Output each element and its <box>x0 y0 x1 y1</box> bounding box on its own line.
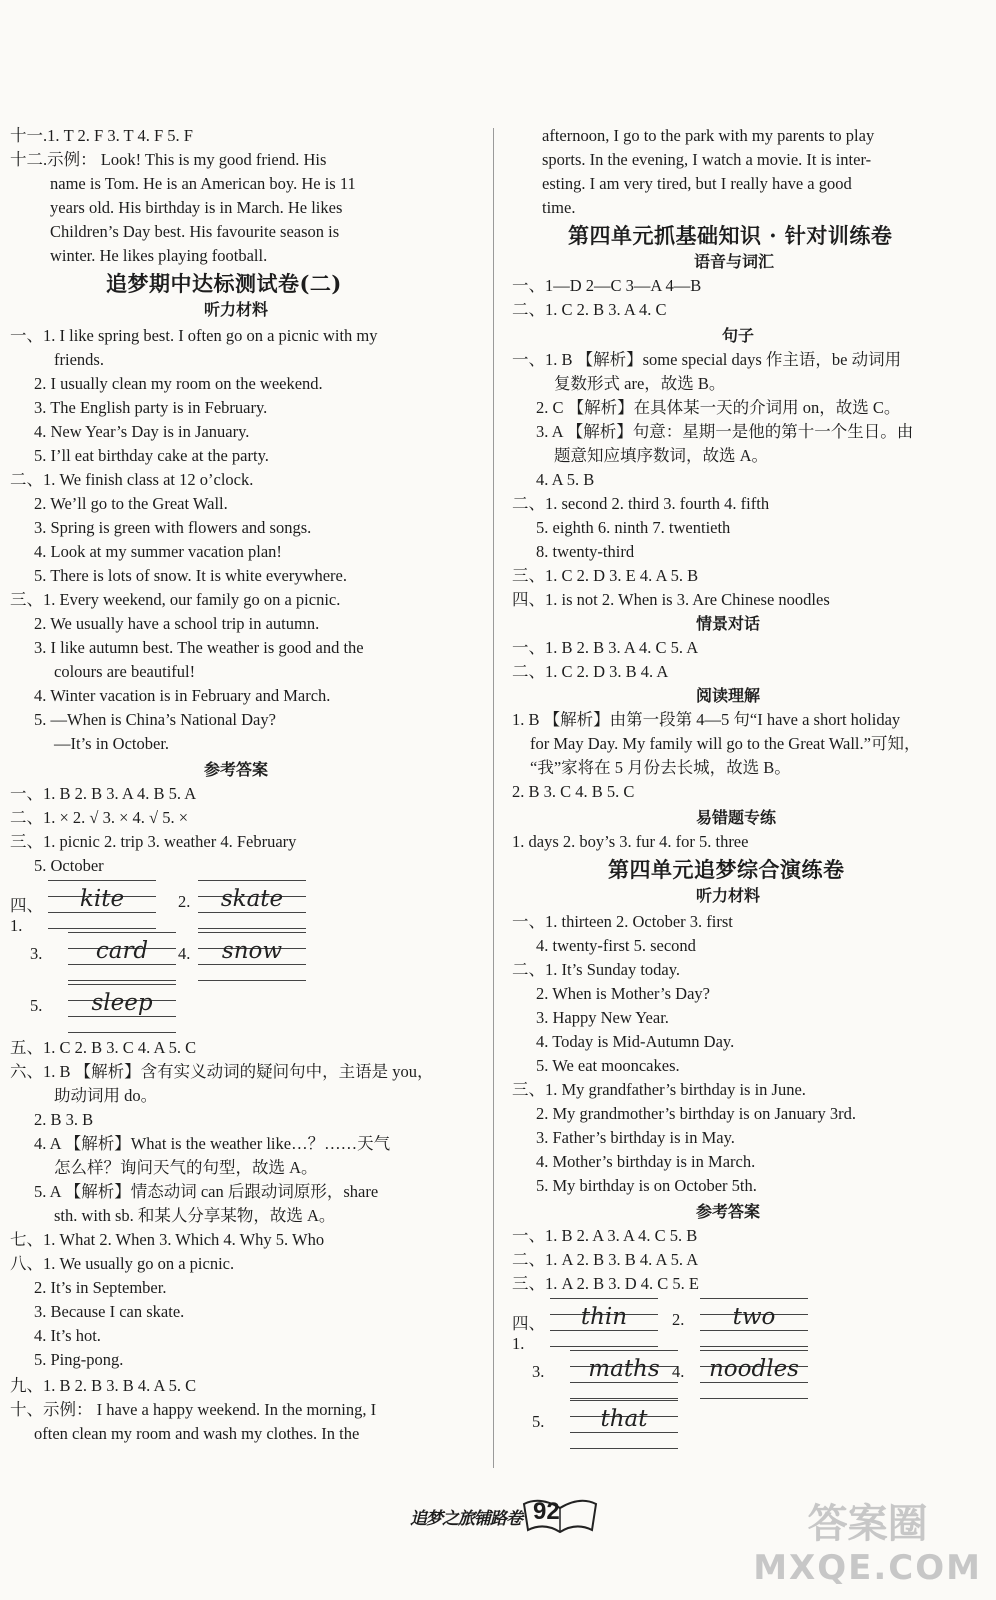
answer-line: 一、1. B 2. A 3. A 4. C 5. B <box>512 1226 698 1245</box>
answer-line: 七、1. What 2. When 3. Which 4. Why 5. Who <box>10 1230 325 1249</box>
answer-line: 三、1. C 2. D 3. E 4. A 5. B <box>512 566 699 585</box>
answer-line: esting. I am very tired, but I really have a good <box>542 174 852 193</box>
answer-line: for May Day. My family will go to the Great Wall.”可知， <box>530 734 921 753</box>
answer-line: 一、1—D 2—C 3—A 4—B <box>512 276 702 295</box>
answer-line: 一、1. B 【解析】some special days 作主语，be 动词用 <box>512 350 902 369</box>
answer-line: time. <box>542 198 576 217</box>
answer-line: afternoon, I go to the park with my parents to play <box>542 126 875 145</box>
answer-line: friends. <box>54 350 104 369</box>
item-number: 4. <box>178 944 191 963</box>
answer-line: 2. My grandmother’s birthday is on January 3rd. <box>536 1104 857 1123</box>
answer-line: 4. Today is Mid-Autumn Day. <box>536 1032 735 1051</box>
answer-line: 二、1. C 2. D 3. B 4. A <box>512 662 669 681</box>
section-subtitle: 句子 <box>722 326 755 345</box>
answer-line: 四、1. is not 2. When is 3. Are Chinese noodles <box>512 590 830 609</box>
answer-line: 题意知应填序数词，故选 A。 <box>554 446 769 465</box>
answer-line: 二、1. second 2. third 3. fourth 4. fifth <box>512 494 770 513</box>
open-book-icon <box>520 1494 600 1536</box>
item-number: 4. <box>672 1362 685 1381</box>
answer-line: —It’s in October. <box>54 734 170 753</box>
answer-line: 一、1. B 2. B 3. A 4. C 5. A <box>512 638 699 657</box>
page-footer <box>390 1492 630 1542</box>
answer-line: sth. with sb. 和某人分享某物，故选 A。 <box>54 1206 336 1225</box>
answer-line: 一、1. I like spring best. I often go on a picnic with my <box>10 326 378 345</box>
answer-line: 4. Look at my summer vacation plan! <box>34 542 282 561</box>
answer-line: 4. It’s hot. <box>34 1326 101 1345</box>
answer-line: 3. Because I can skate. <box>34 1302 185 1321</box>
handwritten-word: maths <box>588 1356 660 1382</box>
answer-line: 1. B 【解析】由第一段第 4—5 句“I have a short holiday <box>512 710 901 729</box>
answer-line: 4. twenty-first 5. second <box>536 936 696 955</box>
answer-line: 九、1. B 2. B 3. B 4. A 5. C <box>10 1376 197 1395</box>
answer-line: 十一.1. T 2. F 3. T 4. F 5. F <box>10 126 193 145</box>
answer-line: 8. twenty-third <box>536 542 635 561</box>
handwritten-word: card <box>95 938 149 964</box>
answer-line: 5. We eat mooncakes. <box>536 1056 680 1075</box>
section-subtitle: 易错题专练 <box>696 808 777 827</box>
watermark-logo: 答案圈 <box>807 1501 928 1547</box>
answer-line: 二、1. It’s Sunday today. <box>512 960 681 979</box>
answer-line: “我”家将在 5 月份去长城，故选 B。 <box>530 758 791 777</box>
answer-line: 4. New Year’s Day is in January. <box>34 422 250 441</box>
answer-line: 2. We usually have a school trip in autumn. <box>34 614 320 633</box>
answer-line: 2. I usually clean my room on the weekend. <box>34 374 323 393</box>
item-number: 5. <box>532 1412 545 1431</box>
answer-line: 2. We’ll go to the Great Wall. <box>34 494 228 513</box>
answer-line: 4. A 【解析】What is the weather like…？……天气 <box>34 1134 391 1153</box>
section-subtitle: 阅读理解 <box>696 686 761 705</box>
answer-line: Children’s Day best. His favourite season is <box>50 222 340 241</box>
item-number: 3. <box>30 944 43 963</box>
answer-line: 5. —When is China’s National Day? <box>34 710 276 729</box>
section-subtitle: 参考答案 <box>204 760 269 779</box>
answer-line: 二、1. C 2. B 3. A 4. C <box>512 300 667 319</box>
answer-line: 3. The English party is in February. <box>34 398 268 417</box>
answer-line: 2. B 3. C 4. B 5. C <box>512 782 635 801</box>
answer-line: years old. His birthday is in March. He likes <box>50 198 343 217</box>
answer-line: 2. C 【解析】在具体某一天的介词用 on，故选 C。 <box>536 398 901 417</box>
answer-line: 怎么样？询问天气的句型，故选 A。 <box>54 1158 318 1177</box>
answer-line: 八、1. We usually go on a picnic. <box>10 1254 235 1273</box>
column-divider <box>493 128 494 1468</box>
answer-line: 5. Ping-pong. <box>34 1350 124 1369</box>
answer-line: winter. He likes playing football. <box>50 246 268 265</box>
section-subtitle: 参考答案 <box>696 1202 761 1221</box>
answer-line: 三、1. A 2. B 3. D 4. C 5. E <box>512 1274 700 1293</box>
answer-line: 3. A 【解析】句意：星期一是他的第十一个生日。由 <box>536 422 914 441</box>
answer-line: sports. In the evening, I watch a movie. It is inter- <box>542 150 872 169</box>
answer-line: 5. There is lots of snow. It is white everywhere. <box>34 566 347 585</box>
answer-line: 3. Spring is green with flowers and songs. <box>34 518 312 537</box>
answer-line: 5. eighth 6. ninth 7. twentieth <box>536 518 731 537</box>
item-number: 2. <box>178 892 191 911</box>
answer-line: 3. I like autumn best. The weather is good and the <box>34 638 364 657</box>
answer-line: 三、1. picnic 2. trip 3. weather 4. February <box>10 832 297 851</box>
answer-line: 2. B 3. B <box>34 1110 94 1129</box>
answer-line: 助动词用 do。 <box>54 1086 158 1105</box>
handwritten-word: sleep <box>91 990 153 1016</box>
answer-line: 4. Mother’s birthday is in March. <box>536 1152 756 1171</box>
item-number: 四、1. <box>512 1314 545 1353</box>
section-title: 第四单元抓基础知识 · 针对训练卷 <box>568 223 893 248</box>
section-subtitle: 语音与词汇 <box>694 252 775 271</box>
answer-line: 复数形式 are，故选 B。 <box>554 374 726 393</box>
footer-brand: 追梦之旅铺路卷 <box>410 1509 522 1529</box>
watermark <box>753 1502 982 1590</box>
section-title: 追梦期中达标测试卷(二) <box>106 271 342 296</box>
handwritten-word: two <box>732 1304 776 1330</box>
handwritten-word: snow <box>221 938 283 964</box>
section-subtitle: 听力材料 <box>204 300 269 319</box>
answer-line: 三、1. My grandfather’s birthday is in June. <box>512 1080 806 1099</box>
handwritten-word: that <box>600 1406 648 1432</box>
answer-line: colours are beautiful! <box>54 662 196 681</box>
answer-line: 一、1. thirteen 2. October 3. first <box>512 912 733 931</box>
answer-line: 5. My birthday is on October 5th. <box>536 1176 757 1195</box>
answer-line: often clean my room and wash my clothes. In the <box>34 1424 360 1443</box>
answer-line: 二、1. We finish class at 12 o’clock. <box>10 470 254 489</box>
answer-line: 一、1. B 2. B 3. A 4. B 5. A <box>10 784 197 803</box>
answer-line: 三、1. Every weekend, our family go on a picnic. <box>10 590 341 609</box>
item-number: 四、1. <box>10 896 43 935</box>
answer-line: 二、1. × 2. √ 3. × 4. √ 5. × <box>10 808 189 827</box>
item-number: 5. <box>30 996 43 1015</box>
page-number: 92 <box>533 1498 560 1525</box>
answer-line: 2. It’s in September. <box>34 1278 167 1297</box>
answer-line: 二、1. A 2. B 3. B 4. A 5. A <box>512 1250 699 1269</box>
item-number: 2. <box>672 1310 685 1329</box>
answer-line: 1. days 2. boy’s 3. fur 4. for 5. three <box>512 832 749 851</box>
answer-line: 3. Happy New Year. <box>536 1008 669 1027</box>
watermark-url: MXQE.COM <box>753 1548 982 1588</box>
section-subtitle: 听力材料 <box>696 886 761 905</box>
answer-line: 六、1. B 【解析】含有实义动词的疑问句中，主语是 you， <box>10 1062 434 1081</box>
answer-line: 2. When is Mother’s Day? <box>536 984 710 1003</box>
handwritten-word: thin <box>580 1304 628 1330</box>
answer-line: 4. A 5. B <box>536 470 595 489</box>
answer-line: 五、1. C 2. B 3. C 4. A 5. C <box>10 1038 197 1057</box>
handwritten-word: kite <box>79 886 125 912</box>
answer-line: 十二.示例： Look! This is my good friend. His <box>10 150 327 169</box>
answer-line: name is Tom. He is an American boy. He is 11 <box>50 174 356 193</box>
answer-line: 3. Father’s birthday is in May. <box>536 1128 735 1147</box>
answer-line: 5. A 【解析】情态动词 can 后跟动词原形，share <box>34 1182 379 1201</box>
section-subtitle: 情景对话 <box>696 614 761 633</box>
answer-line: 5. I’ll eat birthday cake at the party. <box>34 446 269 465</box>
answer-line: 5. October <box>34 856 104 875</box>
handwritten-word: noodles <box>708 1356 799 1382</box>
section-title: 第四单元追梦综合演练卷 <box>608 857 845 882</box>
answer-line: 4. Winter vacation is in February and March. <box>34 686 331 705</box>
item-number: 3. <box>532 1362 545 1381</box>
handwritten-word: skate <box>220 886 284 912</box>
answer-line: 十、示例： I have a happy weekend. In the morning, I <box>10 1400 377 1419</box>
